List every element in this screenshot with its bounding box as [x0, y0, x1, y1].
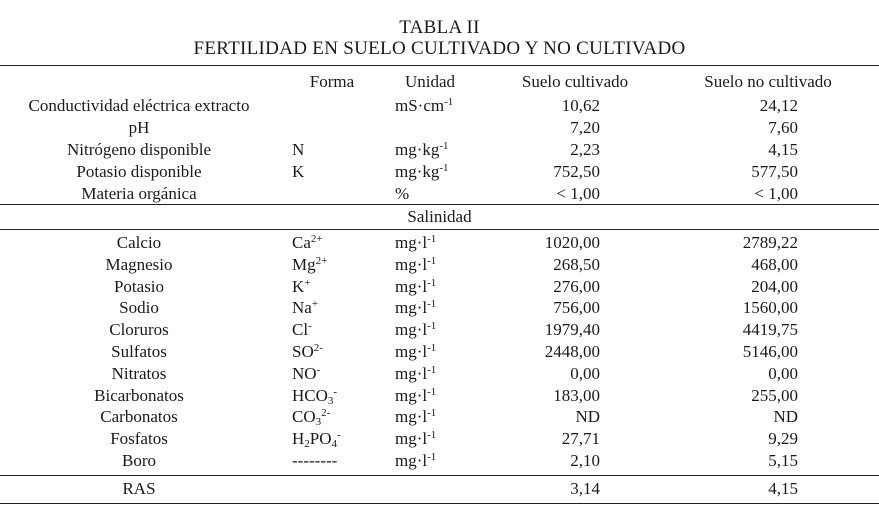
formula-charge: 2+	[315, 255, 328, 267]
formula-part: PO	[309, 429, 332, 448]
formula-base: --------	[292, 451, 338, 470]
header-suelo-cultivado: Suelo cultivado	[521, 72, 629, 91]
row-forma	[292, 407, 330, 427]
bottom-rule	[0, 503, 879, 504]
rule-before-ras	[0, 475, 879, 476]
value-suelo-no-cultivado: < 1,00	[754, 184, 798, 203]
table-subtitle: FERTILIDAD EN SUELO CULTIVADO Y NO CULTIVADO	[193, 38, 686, 59]
top-rule	[0, 65, 879, 66]
formula-base: Cl	[292, 320, 309, 339]
table-title: TABLA II	[399, 17, 480, 38]
value-suelo-cultivado: 756,00	[553, 298, 600, 317]
row-forma	[292, 320, 312, 340]
header-suelo-no-cultivado: Suelo no cultivado	[704, 72, 832, 91]
formula-base: Na	[292, 298, 312, 317]
unit-exponent: -1	[427, 364, 437, 376]
unit-exponent: -1	[427, 386, 437, 398]
header-forma: Forma	[309, 72, 355, 91]
row-unidad	[395, 162, 449, 182]
unit-base: mg·l	[395, 320, 428, 339]
row-label: Sodio	[119, 298, 159, 317]
unit-base: mg·l	[395, 364, 428, 383]
value-suelo-no-cultivado: 5146,00	[742, 342, 798, 361]
unit-base: mS·cm	[395, 96, 445, 115]
rule-after-salinity	[0, 229, 879, 230]
row-unidad	[395, 386, 436, 406]
row-forma	[292, 255, 327, 275]
row-forma	[292, 298, 318, 318]
unit-exponent: -1	[427, 298, 437, 310]
value-suelo-cultivado: < 1,00	[556, 184, 600, 203]
formula-subscript: 2	[304, 438, 310, 450]
formula-charge: -	[316, 364, 321, 376]
row-label: Magnesio	[105, 255, 173, 274]
formula-base: Ca	[292, 233, 311, 252]
row-unidad	[395, 184, 409, 204]
row-forma	[292, 342, 323, 362]
unit-exponent: -1	[427, 320, 437, 332]
value-suelo-no-cultivado: 1560,00	[742, 298, 798, 317]
unit-exponent: -1	[427, 429, 437, 441]
row-forma	[292, 277, 311, 297]
value-suelo-no-cultivado: ND	[773, 407, 798, 426]
unit-base: mg·l	[395, 429, 428, 448]
value-suelo-cultivado: 3,14	[570, 479, 600, 498]
formula-charge: -	[337, 429, 341, 441]
formula-charge: -	[308, 320, 312, 332]
formula-charge: +	[304, 277, 311, 289]
value-suelo-no-cultivado: 0,00	[768, 364, 798, 383]
row-forma: N	[292, 140, 305, 159]
section-salinidad: Salinidad	[407, 207, 472, 226]
row-unidad	[395, 255, 436, 275]
unit-base: mg·l	[395, 255, 428, 274]
row-label: Carbonatos	[100, 407, 178, 426]
row-label: Potasio disponible	[76, 162, 202, 181]
value-suelo-cultivado: 1979,40	[544, 320, 600, 339]
formula-base: H	[292, 429, 305, 448]
row-unidad	[395, 298, 436, 318]
formula-base: SO	[292, 342, 314, 361]
value-suelo-no-cultivado: 2789,22	[742, 233, 798, 252]
unit-exponent: -1	[427, 342, 437, 354]
unit-base: mg·l	[395, 342, 428, 361]
row-forma	[292, 429, 341, 449]
value-suelo-cultivado: 27,71	[561, 429, 600, 448]
row-unidad	[395, 342, 436, 362]
unit-base: mg·l	[395, 277, 428, 296]
value-suelo-no-cultivado: 255,00	[751, 386, 798, 405]
formula-charge: 2-	[321, 407, 331, 419]
row-label: Nitratos	[111, 364, 167, 383]
formula-subscript: 4	[331, 438, 338, 450]
header-unidad: Unidad	[404, 72, 456, 91]
row-unidad	[395, 364, 436, 384]
formula-base: K	[292, 277, 305, 296]
unit-base: mg·l	[395, 233, 428, 252]
row-label: pH	[128, 118, 150, 137]
row-forma	[292, 386, 337, 406]
unit-exponent: -1	[427, 277, 437, 289]
value-suelo-cultivado: 2,23	[570, 140, 600, 159]
value-suelo-cultivado: 183,00	[553, 386, 600, 405]
row-unidad	[395, 233, 436, 253]
value-suelo-cultivado: 276,00	[553, 277, 600, 296]
row-unidad	[395, 140, 449, 160]
row-forma	[292, 233, 323, 253]
value-suelo-cultivado: 0,00	[570, 364, 600, 383]
value-suelo-no-cultivado: 204,00	[751, 277, 798, 296]
formula-charge: 2-	[313, 342, 323, 354]
value-suelo-no-cultivado: 577,50	[751, 162, 798, 181]
value-suelo-cultivado: 752,50	[553, 162, 600, 181]
formula-base: CO	[292, 407, 316, 426]
unit-exponent: -1	[444, 96, 454, 108]
unit-base: mg·kg	[395, 162, 440, 181]
formula-base: Mg	[292, 255, 316, 274]
unit-base: mg·l	[395, 386, 428, 405]
formula-charge: 2+	[310, 233, 323, 245]
value-suelo-cultivado: 1020,00	[544, 233, 600, 252]
unit-base: mg·l	[395, 407, 428, 426]
row-forma	[292, 364, 320, 384]
row-label: Sulfatos	[111, 342, 167, 361]
row-unidad	[395, 96, 453, 116]
formula-base: HCO	[292, 386, 328, 405]
value-suelo-no-cultivado: 468,00	[751, 255, 798, 274]
row-unidad	[395, 277, 436, 297]
row-forma	[292, 451, 337, 471]
row-label: Fosfatos	[110, 429, 168, 448]
unit-base: mg·l	[395, 451, 428, 470]
formula-subscript: 3	[315, 416, 322, 428]
value-suelo-no-cultivado: 4419,75	[742, 320, 798, 339]
value-suelo-cultivado: 10,62	[561, 96, 600, 115]
value-suelo-no-cultivado: 5,15	[768, 451, 798, 470]
formula-subscript: 3	[327, 395, 334, 407]
row-label: Cloruros	[109, 320, 169, 339]
row-forma: K	[292, 162, 305, 181]
value-suelo-no-cultivado: 24,12	[759, 96, 798, 115]
row-unidad	[395, 320, 436, 340]
value-suelo-cultivado: 2448,00	[544, 342, 600, 361]
value-suelo-no-cultivado: 4,15	[768, 479, 798, 498]
row-label: Calcio	[116, 233, 162, 252]
unit-exponent: -1	[439, 162, 449, 174]
row-label: Conductividad eléctrica extracto	[28, 96, 250, 115]
value-suelo-cultivado: ND	[575, 407, 600, 426]
unit-exponent: -1	[427, 255, 437, 267]
unit-exponent: -1	[427, 451, 437, 463]
formula-base: NO	[292, 364, 317, 383]
row-label: RAS	[122, 479, 156, 498]
formula-charge: +	[311, 298, 319, 310]
value-suelo-no-cultivado: 9,29	[768, 429, 798, 448]
row-label: Materia orgánica	[81, 184, 197, 203]
row-label: Boro	[122, 451, 156, 470]
unit-base: mg·l	[395, 298, 428, 317]
row-label: Nitrógeno disponible	[66, 140, 211, 159]
value-suelo-cultivado: 2,10	[570, 451, 600, 470]
unit-base: mg·kg	[395, 140, 440, 159]
unit-base: %	[395, 184, 410, 203]
formula-charge: -	[333, 386, 338, 398]
row-unidad	[395, 407, 436, 427]
row-unidad	[395, 429, 436, 449]
row-unidad	[395, 451, 436, 471]
value-suelo-no-cultivado: 7,60	[768, 118, 798, 137]
rule-before-salinity	[0, 204, 879, 205]
unit-exponent: -1	[427, 407, 437, 419]
row-label: Potasio	[113, 277, 165, 296]
unit-exponent: -1	[439, 140, 449, 152]
value-suelo-cultivado: 7,20	[570, 118, 600, 137]
value-suelo-no-cultivado: 4,15	[768, 140, 798, 159]
value-suelo-cultivado: 268,50	[553, 255, 600, 274]
unit-exponent: -1	[427, 233, 437, 245]
row-label: Bicarbonatos	[94, 386, 184, 405]
